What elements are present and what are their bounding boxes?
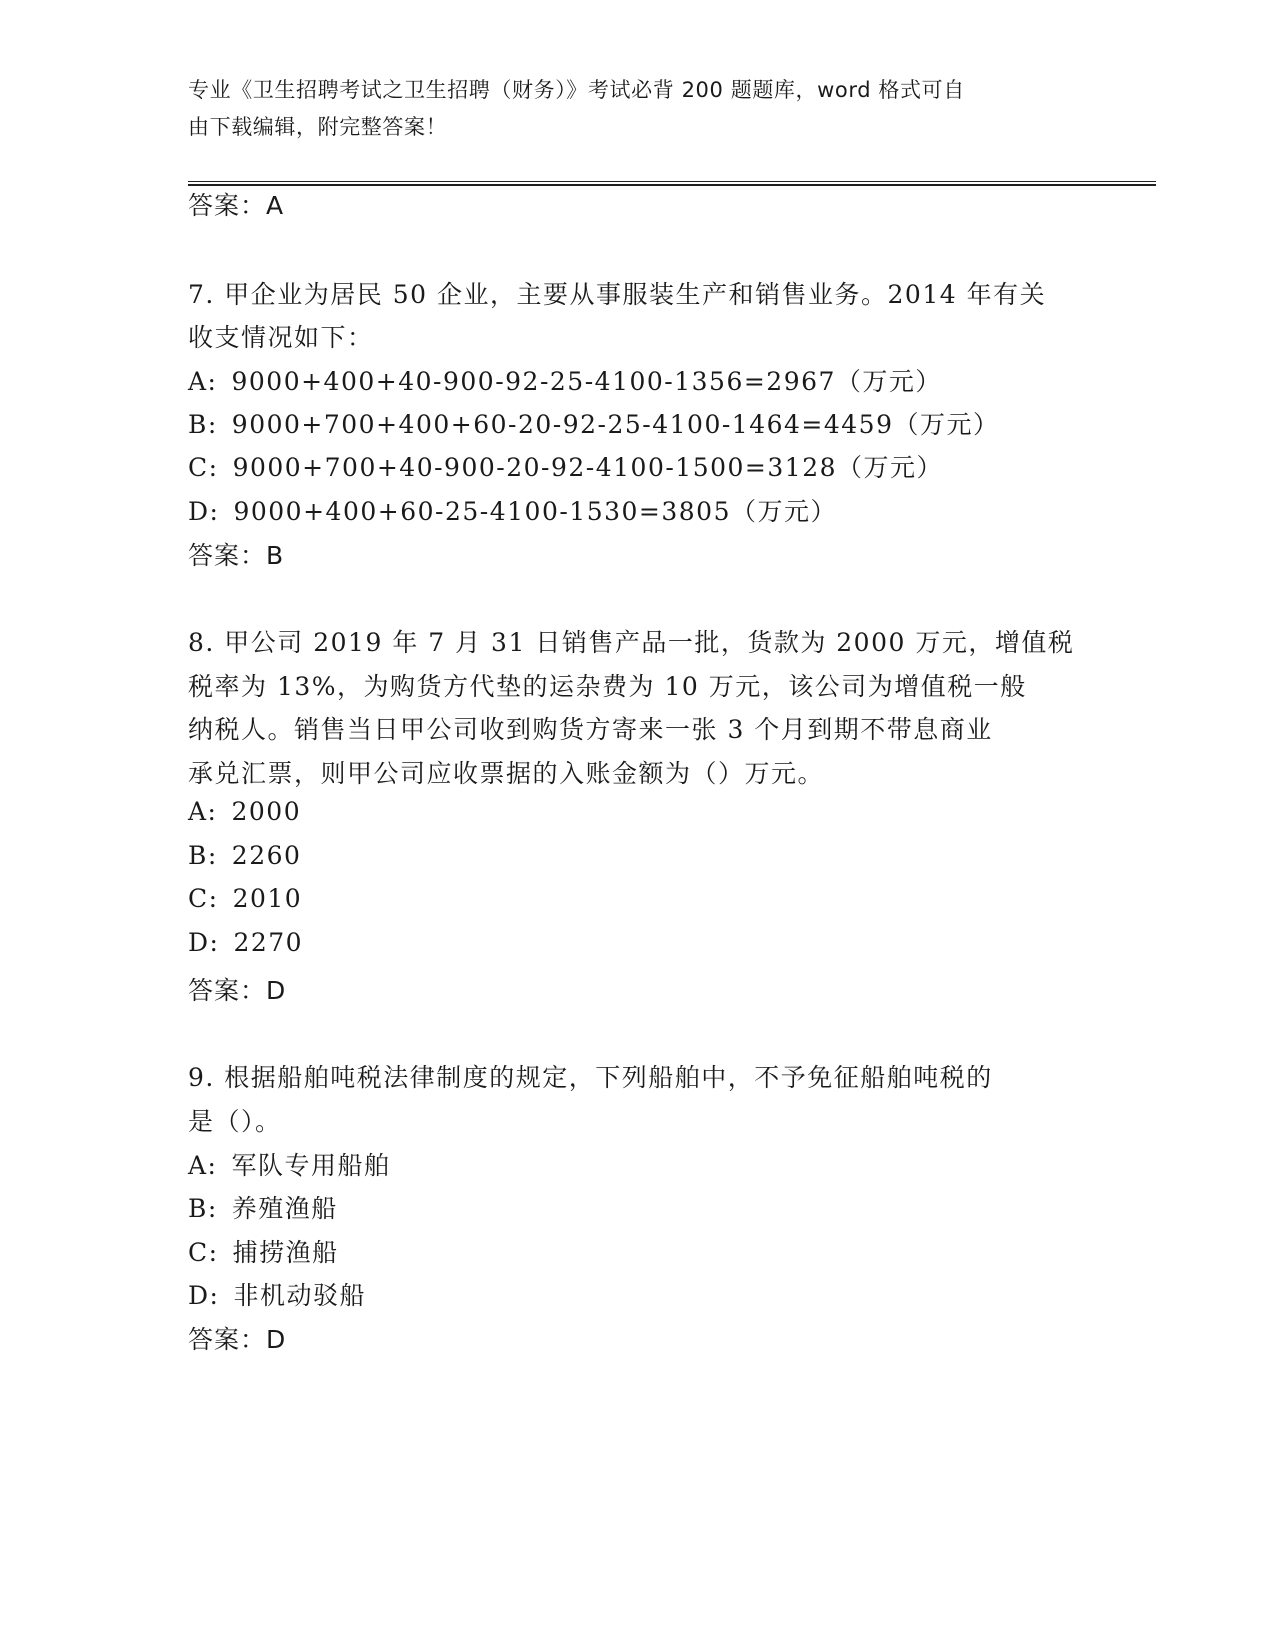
option-label: D:	[188, 497, 220, 526]
option-text: 捕捞渔船	[232, 1238, 339, 1267]
question-7-option-c	[188, 448, 943, 484]
question-7-answer: 答案：B	[188, 541, 285, 570]
question-7-option-b	[188, 405, 1000, 441]
question-7-option-d	[188, 492, 837, 528]
option-text: 养殖渔船	[231, 1194, 338, 1223]
option-label: C:	[188, 453, 219, 482]
question-9-line-2: 是（）。	[188, 1107, 282, 1136]
question-9-option-d	[188, 1276, 366, 1312]
option-label: B:	[188, 410, 218, 439]
option-text: 9000+400+40-900-92-25-4100-1356=2967（万元）	[231, 367, 942, 396]
question-7-line-1: 7. 甲企业为居民 50 企业，主要从事服装生产和销售业务。2014 年有关	[188, 280, 1047, 309]
question-9-line-1: 9. 根据船舶吨税法律制度的规定，下列船舶中，不予免征船舶吨税的	[188, 1063, 993, 1092]
option-text: 9000+700+400+60-20-92-25-4100-1464=4459（万元）	[231, 410, 1000, 439]
option-text: 9000+700+40-900-20-92-4100-1500=3128（万元）	[232, 453, 944, 482]
option-label: D:	[188, 928, 220, 957]
option-label: A:	[188, 367, 218, 396]
option-label: C:	[188, 1238, 219, 1267]
option-text: 2270	[233, 928, 304, 957]
option-text: 2010	[232, 884, 303, 913]
header-divider-thick	[188, 184, 1156, 186]
option-text: 2260	[231, 841, 302, 870]
question-9-option-b	[188, 1189, 338, 1225]
option-label: B:	[188, 1194, 218, 1223]
header-line-1: 专业《卫生招聘考试之卫生招聘（财务）》考试必背 200 题题库，word 格式可自	[188, 78, 965, 102]
question-8-line-3: 纳税人。销售当日甲公司收到购货方寄来一张 3 个月到期不带息商业	[188, 715, 993, 744]
option-label: A:	[188, 797, 218, 826]
option-text: 9000+400+60-25-4100-1530=3805（万元）	[233, 497, 837, 526]
question-8-option-a	[188, 797, 301, 826]
question-7-line-2: 收支情况如下：	[188, 323, 374, 352]
header-line-2: 由下载编辑，附完整答案！	[188, 115, 448, 139]
option-label: B:	[188, 841, 218, 870]
previous-answer: 答案：A	[188, 191, 285, 220]
question-8-answer: 答案：D	[188, 976, 287, 1005]
question-8-option-c	[188, 884, 302, 913]
option-text: 军队专用船舶	[231, 1151, 391, 1180]
option-text: 2000	[231, 797, 302, 826]
question-8-line-4: 承兑汇票，则甲公司应收票据的入账金额为（）万元。	[188, 759, 825, 788]
document-header	[188, 72, 1068, 146]
option-label: A:	[188, 1151, 218, 1180]
question-9-answer: 答案：D	[188, 1325, 287, 1354]
question-9-option-a	[188, 1146, 391, 1182]
option-label: C:	[188, 884, 219, 913]
question-8-option-b	[188, 841, 301, 870]
question-9-option-c	[188, 1233, 339, 1269]
question-7-option-a	[188, 362, 942, 398]
question-8-line-2: 税率为 13%，为购货方代垫的运杂费为 10 万元，该公司为增值税一般	[188, 672, 1027, 701]
option-text: 非机动驳船	[233, 1281, 366, 1310]
question-8-line-1: 8. 甲公司 2019 年 7 月 31 日销售产品一批，货款为 2000 万元，增值税	[188, 628, 1075, 657]
header-divider-thin	[188, 181, 1156, 182]
question-8-option-d	[188, 928, 303, 957]
option-label: D:	[188, 1281, 220, 1310]
